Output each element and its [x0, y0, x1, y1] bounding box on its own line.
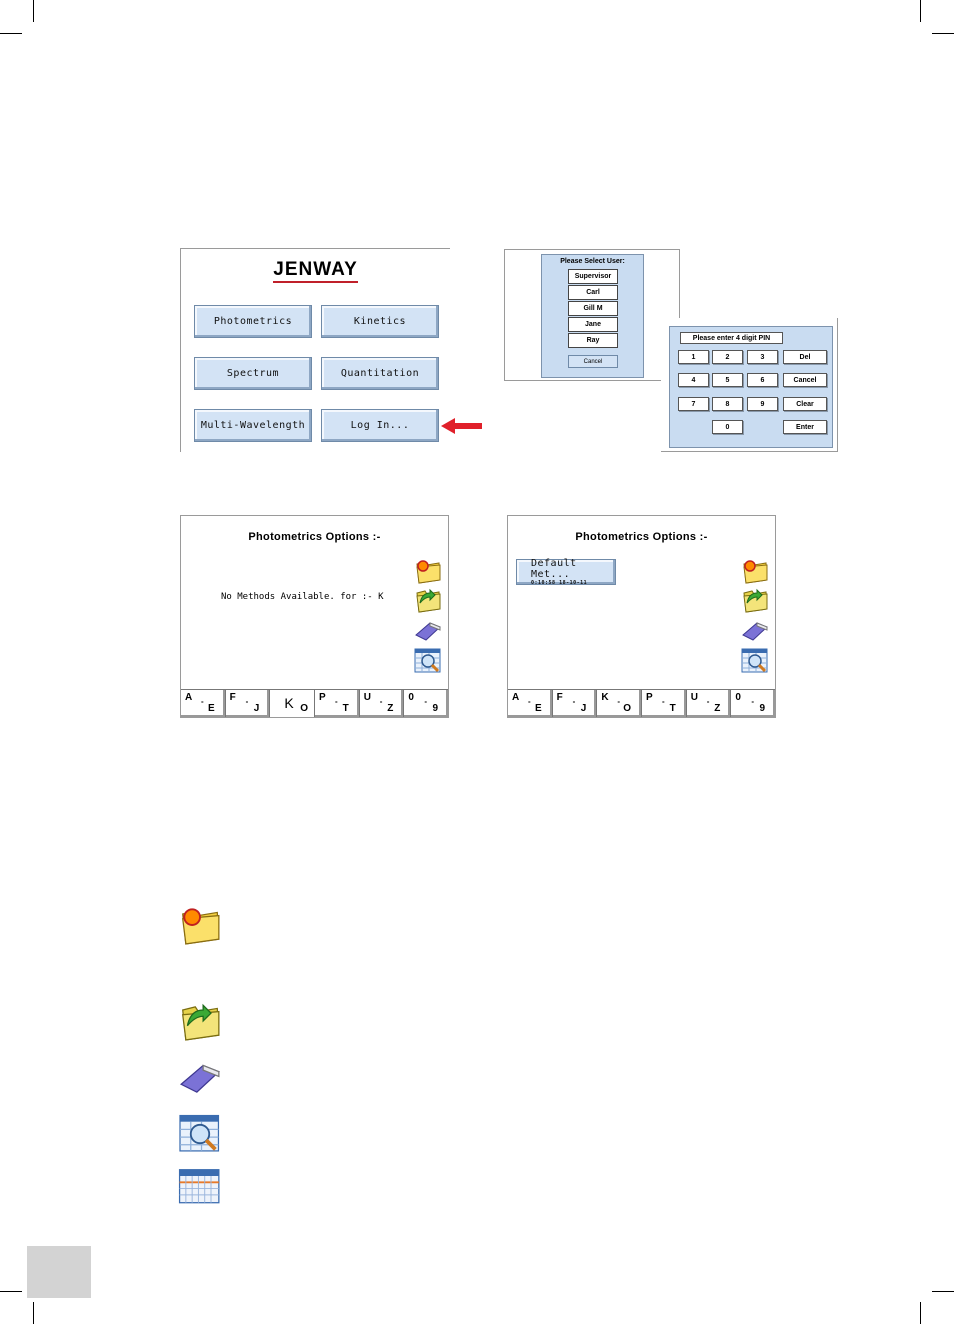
spectrum-button[interactable]: Spectrum — [194, 357, 312, 390]
open-folder-icon[interactable] — [414, 587, 442, 613]
crop-mark — [932, 1291, 954, 1292]
tab-u-z[interactable]: U - Z — [687, 690, 732, 717]
open-folder-icon[interactable] — [741, 587, 769, 613]
tab-u-z[interactable]: U - Z — [360, 690, 405, 717]
eraser-icon[interactable] — [414, 618, 442, 644]
calendar-grid-icon — [178, 1168, 222, 1206]
enter-button[interactable]: Enter — [783, 420, 827, 434]
user-ray-button[interactable]: Ray — [568, 333, 618, 348]
user-carl-button[interactable]: Carl — [568, 285, 618, 300]
key-6-button[interactable]: 6 — [747, 373, 778, 387]
key-5-button[interactable]: 5 — [712, 373, 743, 387]
view-table-icon[interactable] — [741, 648, 769, 674]
crop-mark — [33, 0, 34, 22]
crop-mark — [0, 33, 22, 34]
key-1-button[interactable]: 1 — [678, 350, 709, 364]
key-0-button[interactable]: 0 — [712, 420, 743, 434]
pin-title: Please enter 4 digit PIN — [680, 332, 783, 344]
eraser-icon[interactable] — [741, 618, 769, 644]
crop-mark — [920, 1302, 921, 1324]
del-button[interactable]: Del — [783, 350, 827, 364]
crop-mark — [0, 1291, 22, 1292]
red-arrow-icon — [441, 417, 483, 435]
method-name: Default Met... — [531, 558, 577, 580]
open-folder-icon — [178, 1000, 222, 1042]
jenway-logo: JENWAY — [181, 259, 450, 281]
clear-button[interactable]: Clear — [783, 397, 827, 411]
pin-pad-screen — [661, 318, 838, 452]
alphabet-tabs — [181, 689, 448, 717]
tab-f-j[interactable]: F - J — [226, 690, 271, 717]
tab-0-9[interactable]: 0 - 9 — [404, 690, 448, 717]
tab-k-o[interactable]: K - O — [597, 690, 642, 717]
user-select-title: Please Select User: — [560, 258, 625, 265]
default-method-button[interactable] — [516, 559, 616, 585]
key-2-button[interactable]: 2 — [712, 350, 743, 364]
log-in-button[interactable]: Log In... — [321, 409, 439, 442]
new-folder-icon — [178, 904, 222, 946]
key-8-button[interactable]: 8 — [712, 397, 743, 411]
user-cancel-button[interactable]: Cancel — [568, 355, 618, 368]
key-7-button[interactable]: 7 — [678, 397, 709, 411]
quantitation-button[interactable]: Quantitation — [321, 357, 439, 390]
user-gill-m-button[interactable]: Gill M — [568, 301, 618, 316]
user-supervisor-button[interactable]: Supervisor — [568, 269, 618, 284]
tab-a-e[interactable]: A - E — [181, 690, 226, 717]
photometrics-button[interactable]: Photometrics — [194, 305, 312, 338]
new-folder-icon[interactable] — [741, 558, 769, 584]
key-4-button[interactable]: 4 — [678, 373, 709, 387]
user-jane-button[interactable]: Jane — [568, 317, 618, 332]
kinetics-button[interactable]: Kinetics — [321, 305, 439, 338]
options-title: Photometrics Options :- — [248, 531, 381, 543]
options-title: Photometrics Options :- — [575, 531, 708, 543]
multi-wavelength-button[interactable]: Multi-Wavelength — [194, 409, 312, 442]
key-9-button[interactable]: 9 — [747, 397, 778, 411]
photometrics-options-screen-with-method — [507, 515, 776, 718]
page-number-box — [27, 1246, 91, 1298]
crop-mark — [932, 33, 954, 34]
key-3-button[interactable]: 3 — [747, 350, 778, 364]
method-meta: 0:10:58 18-10-11 — [531, 580, 588, 586]
tab-p-t[interactable]: P - T — [642, 690, 687, 717]
view-table-icon[interactable] — [414, 648, 442, 674]
tab-0-9[interactable]: 0 - 9 — [731, 690, 775, 717]
tab-a-e[interactable]: A - E — [508, 690, 553, 717]
pin-pad-dialog — [669, 326, 833, 448]
main-menu-screen — [180, 248, 450, 452]
tab-f-j[interactable]: F - J — [553, 690, 598, 717]
crop-mark — [33, 1302, 34, 1324]
user-select-dialog — [541, 254, 644, 378]
cancel-button[interactable]: Cancel — [783, 373, 827, 387]
alphabet-tabs — [508, 689, 775, 717]
crop-mark — [920, 0, 921, 22]
photometrics-options-screen-empty — [180, 515, 449, 718]
user-select-screen — [504, 249, 680, 381]
eraser-icon — [178, 1057, 222, 1099]
view-table-icon — [178, 1114, 222, 1154]
tab-p-t[interactable]: P - T — [315, 690, 360, 717]
new-folder-icon[interactable] — [414, 558, 442, 584]
no-methods-message: No Methods Available. for :- K — [221, 592, 384, 602]
tab-k-o[interactable]: K O — [270, 690, 315, 717]
